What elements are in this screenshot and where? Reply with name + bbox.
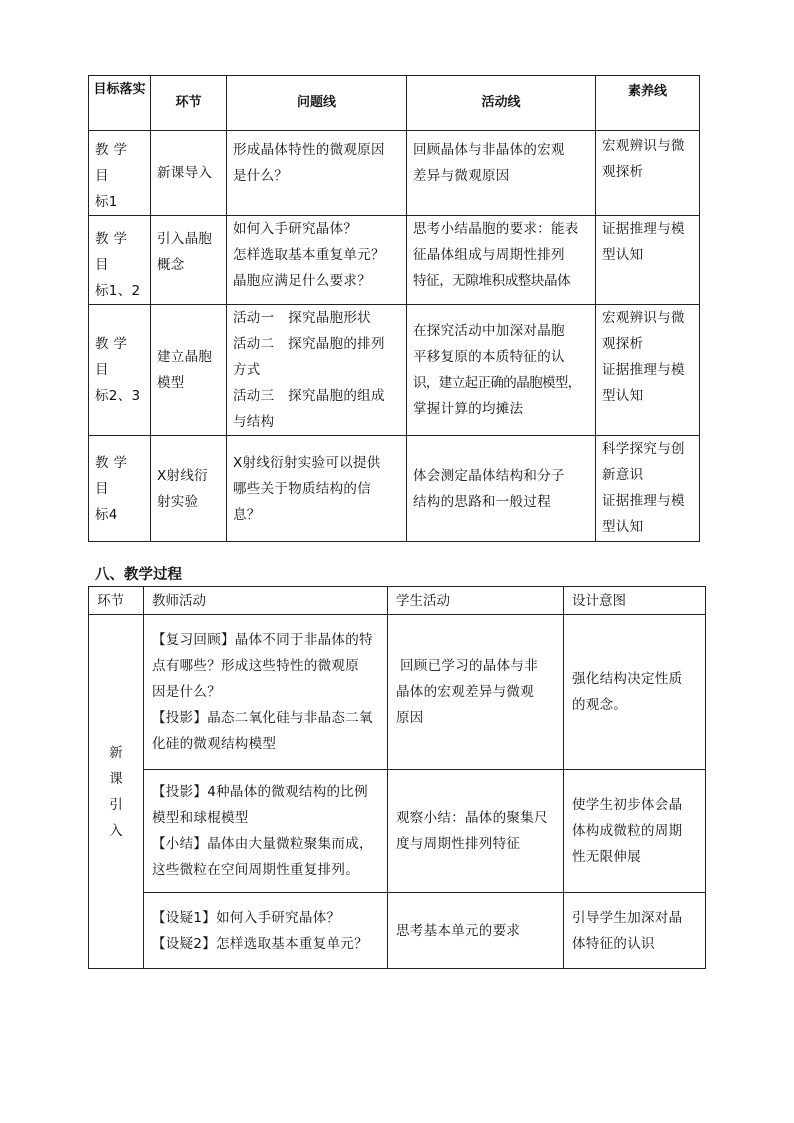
step-cell: X射线衍 射实验	[151, 436, 227, 542]
stage-cell: 新 课 引 入	[89, 615, 144, 969]
design-intent-cell: 强化结构决定性质 的观念。	[564, 615, 706, 770]
teacher-activity-cell: 【投影】4种晶体的微观结构的比例 模型和球棍模型 【小结】晶体由大量微粒聚集而成， 这些微粒在空间周期性重复排列。	[144, 770, 388, 893]
table-row	[89, 131, 700, 216]
header-design-intent: 设计意图	[564, 587, 706, 615]
header-literacy-line: 素养线	[596, 76, 700, 131]
question-cell: 形成晶体特性的微观原因 是什么？	[227, 131, 407, 216]
literacy-cell: 证据推理与模 型认知	[596, 216, 700, 305]
table-row	[89, 305, 700, 436]
table-row	[89, 216, 700, 305]
header-question-line: 问题线	[227, 76, 407, 131]
header-stage: 环节	[89, 587, 144, 615]
objectives-table	[88, 75, 700, 542]
section-title: 八、教学过程	[95, 567, 182, 583]
activity-cell: 在探究活动中加深对晶胞 平移复原的本质特征的认 识，建立起正确的晶胞模型， 掌握计算的均摊法	[407, 305, 596, 436]
student-activity-cell: 观察小结：晶体的聚集尺 度与周期性排列特征	[388, 770, 564, 893]
header-target: 目标落实	[89, 76, 151, 131]
student-activity-cell: 回顾已学习的晶体与非 晶体的宏观差异与微观 原因	[388, 615, 564, 770]
student-activity-cell: 思考基本单元的要求	[388, 893, 564, 969]
activity-cell: 体会测定晶体结构和分子 结构的思路和一般过程	[407, 436, 596, 542]
literacy-cell: 宏观辨识与微 观探析	[596, 131, 700, 216]
question-cell: X射线衍射实验可以提供 哪些关于物质结构的信 息？	[227, 436, 407, 542]
design-intent-cell: 使学生初步体会晶 体构成微粒的周期 性无限伸展	[564, 770, 706, 893]
question-cell: 如何入手研究晶体？ 怎样选取基本重复单元？ 晶胞应满足什么要求？	[227, 216, 407, 305]
teacher-activity-cell: 【复习回顾】晶体不同于非晶体的特 点有哪些？形成这些特性的微观原 因是什么？ 【投影】晶态二氧化硅与非晶态二氧 化硅的微观结构模型	[144, 615, 388, 770]
header-teacher-activity: 教师活动	[144, 587, 388, 615]
target-cell: 教学目 标4	[89, 436, 151, 542]
header-activity-line: 活动线	[407, 76, 596, 131]
target-cell: 教学目 标2、3	[89, 305, 151, 436]
activity-cell: 思考小结晶胞的要求：能表 征晶体组成与周期性排列 特征，无隙堆积成整块晶体	[407, 216, 596, 305]
activity-cell: 回顾晶体与非晶体的宏观 差异与微观原因	[407, 131, 596, 216]
header-step: 环节	[151, 76, 227, 131]
literacy-cell: 宏观辨识与微 观探析 证据推理与模 型认知	[596, 305, 700, 436]
literacy-cell: 科学探究与创 新意识 证据推理与模 型认知	[596, 436, 700, 542]
question-cell: 活动一 探究晶胞形状 活动二 探究晶胞的排列 方式 活动三 探究晶胞的组成 与结构	[227, 305, 407, 436]
process-table	[88, 586, 706, 969]
table-row	[89, 436, 700, 542]
table-row	[89, 893, 706, 969]
process-header-row	[89, 587, 706, 615]
step-cell: 新课导入	[151, 131, 227, 216]
target-cell: 教学目 标1	[89, 131, 151, 216]
table-row	[89, 615, 706, 770]
teacher-activity-cell: 【设疑1】如何入手研究晶体？ 【设疑2】怎样选取基本重复单元？	[144, 893, 388, 969]
header-student-activity: 学生活动	[388, 587, 564, 615]
design-intent-cell: 引导学生加深对晶 体特征的认识	[564, 893, 706, 969]
step-cell: 引入晶胞 概念	[151, 216, 227, 305]
table-row	[89, 770, 706, 893]
target-cell: 教学目 标1、2	[89, 216, 151, 305]
step-cell: 建立晶胞 模型	[151, 305, 227, 436]
objectives-header-row	[89, 76, 700, 131]
